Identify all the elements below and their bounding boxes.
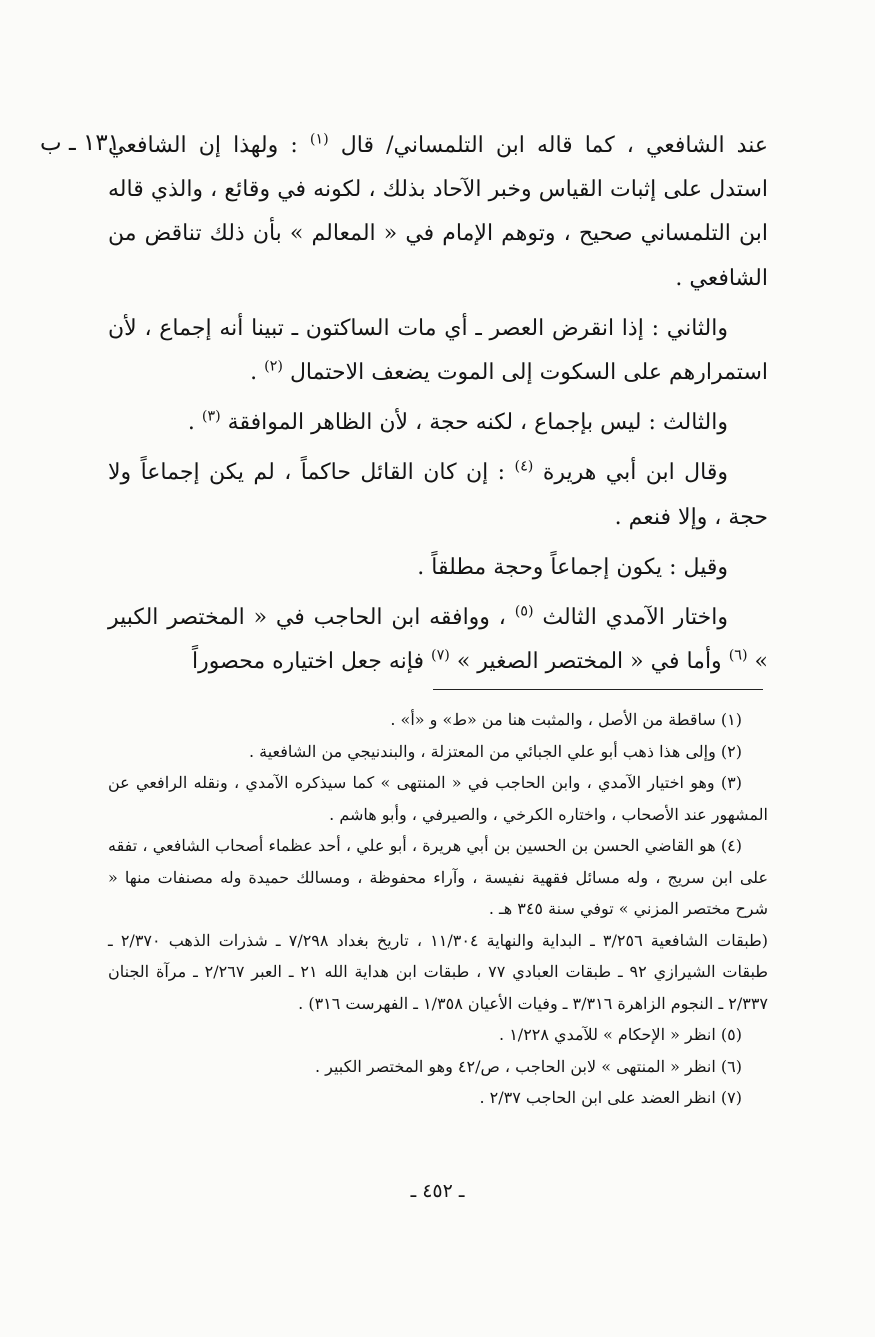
footnote-ref-3: (٣) xyxy=(201,408,221,425)
paragraph-1: عند الشافعي ، كما قاله ابن التلمساني/ قال $^{(١)}$ : ولهذا إن الشافعي استدل على إثبات القياس وخبر الآحاد بذلك ، لكونه في وقائع ، والذي قاله ابن التلمساني صحيح ، وتوهم الإمام في « المعالم » بأن ذلك تناقض من الشافعي . xyxy=(108,131,768,291)
footnote-1: (١) ساقطة من الأصل ، والمثبت هنا من «ط» و «أ» . xyxy=(390,710,742,729)
paragraph-2: والثاني : إذا انقرض العصر ـ أي مات الساكتون ـ تبينا أنه إجماع ، لأن استمرارهم على السكوت إلى الموت يضعف الاحتمال $^{(٢)}$ . xyxy=(108,315,768,386)
footnote-5: (٥) انظر « الإحكام » للآمدي ١/٢٢٨ . xyxy=(499,1025,742,1044)
footnote-4-sources: (طبقات الشافعية ٣/٢٥٦ ـ البداية والنهاية ١١/٣٠٤ ، تاريخ بغداد ٧/٢٩٨ ـ شذرات الذهب ٢/٣٧٠ ـ طبقات الشيرازي ٩٢ ـ طبقات العبادي ٧٧ ، طبقات ابن هداية الله ٢١ ـ العبر ٢/٢٦٧ ـ مرآة الجنان ٢/٣٣٧ ـ النجوم الزاهرة ٣/٣١٦ ـ وفيات الأعيان ١/٣٥٨ ـ الفهرست ٣١٦) . xyxy=(108,930,769,1013)
footnote-ref-6: (٦) xyxy=(728,647,748,664)
footnote-ref-2: (٢) xyxy=(264,358,283,375)
main-text xyxy=(108,124,768,684)
footnote-separator xyxy=(433,689,763,690)
footnote-ref-4: (٤) xyxy=(514,459,534,476)
footnote-7: (٧) انظر العضد على ابن الحاجب ٢/٣٧ . xyxy=(479,1088,742,1107)
footnote-6: (٦) انظر « المنتهى » لابن الحاجب ، ص/٤٢ وهو المختصر الكبير . xyxy=(314,1056,742,1076)
paragraph-4: وقال ابن أبي هريرة $^{(٤)}$ : إن كان القائل حاكماً ، لم يكن إجماعاً ولا حجة ، وإلا فنعم . xyxy=(108,459,768,530)
paragraph-3: والثالث : ليس بإجماع ، لكنه حجة ، لأن الظاهر الموافقة $^{(٣)}$ . xyxy=(187,408,728,436)
paragraph-6: واختار الآمدي الثالث $^{(٥)}$ ، ووافقه ابن الحاجب في « المختصر الكبير » $^{(٦)}$ وأما في « المختصر الصغير » $^{(٧)}$ فإنه جعل اختياره محصوراً xyxy=(108,603,768,675)
paragraph-5: وقيل : يكون إجماعاً وحجة مطلقاً . xyxy=(417,554,728,580)
footnote-4: (٤) هو القاضي الحسن بن الحسين بن أبي هريرة ، أبو علي ، أحد عظماء أصحاب الشافعي ، تفقه على ابن سريج ، وله مسائل فقهية نفيسة ، وآراء محفوظة ، ومسالك حميدة وله مصنفات منها « شرح مختصر المزني » توفي سنة ٣٤٥ هـ . xyxy=(108,836,768,918)
footnote-3: (٣) وهو اختيار الآمدي ، وابن الحاجب في « المنتهى » كما سيذكره الآمدي ، ونقله الرافعي عن المشهور عند الأصحاب ، واختاره الكرخي ، والصيرفي ، وأبو هاشم . xyxy=(108,773,768,824)
footnote-ref-5: (٥) xyxy=(514,603,534,620)
footnote-ref-1: (١) xyxy=(309,131,329,148)
footnotes xyxy=(108,704,768,1114)
footnote-ref-7: (٧) xyxy=(431,647,450,664)
margin-folio-note: ١٣١ ـ ب xyxy=(40,130,121,156)
page-number: ـ ٤٥٢ ـ xyxy=(410,1180,465,1202)
footnote-2: (٢) وإلى هذا ذهب أبو علي الجبائي من المعتزلة ، والبندنيجي من الشافعية . xyxy=(248,741,742,761)
